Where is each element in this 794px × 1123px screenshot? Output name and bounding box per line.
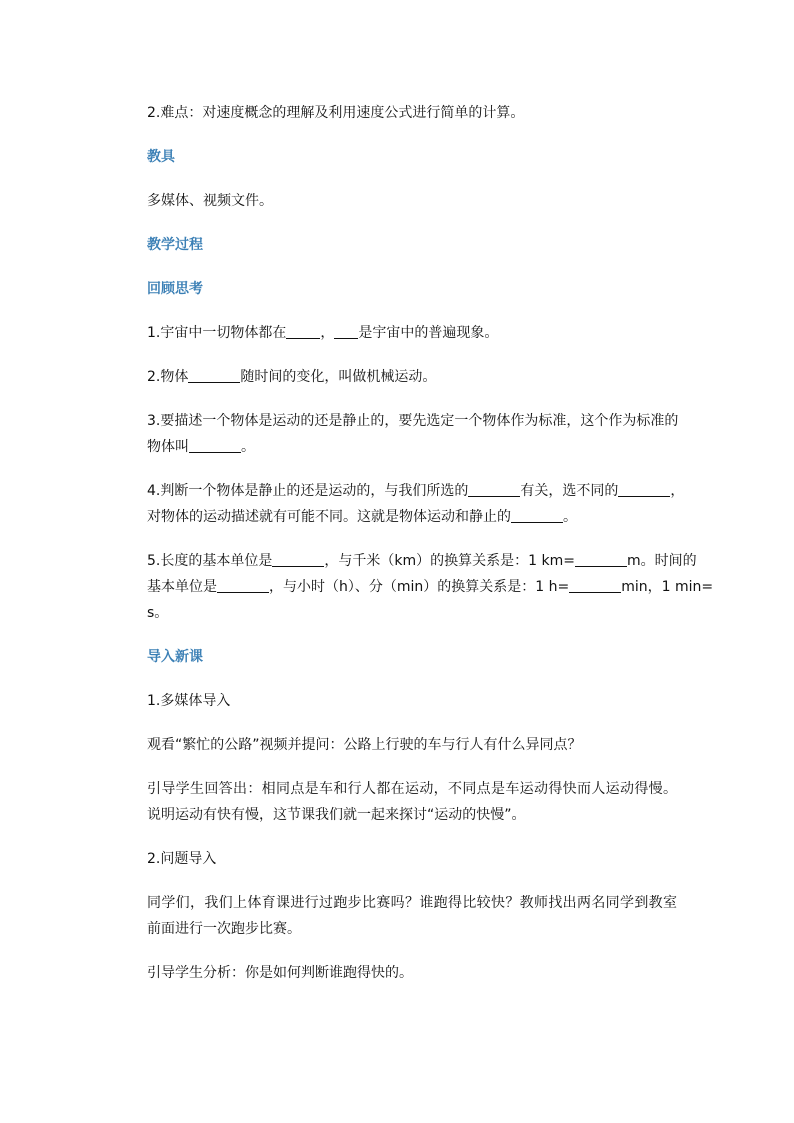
answer-blank [286,324,320,339]
answer-blank [272,552,324,567]
answer-blank [569,578,621,593]
review-question-4: 4.判断一个物体是静止的还是运动的，与我们所选的 有关，选不同的 ， 对物体的运动描述就有可能不同。这就是物体运动和静止的 。 [147,483,685,525]
review-question-2: 2.物体 随时间的变化，叫做机械运动。 [147,369,437,385]
answer-blank [217,578,269,593]
intro-2-paragraph-1: 同学们，我们上体育课进行过跑步比赛吗？谁跑得比较快？教师找出两名同学到教室前面进行一次跑步比赛。 [147,895,677,937]
review-question-5: 5.长度的基本单位是 ，与千米（km）的换算关系是：1 km= m。时间的 基本单位是 ，与小时（h）、分（min）的换算关系是：1 h= min，1 min= s。 [147,553,714,621]
intro-2-title: 2.问题导入 [147,851,217,867]
answer-blank [188,368,240,383]
difficulty-line: 2.难点：对速度概念的理解及利用速度公式进行简单的计算。 [147,105,525,121]
answer-blank [334,324,358,339]
intro-1-paragraph-2: 引导学生回答出：相同点是车和行人都在运动，不同点是车运动得快而人运动得慢。说明运动有快有慢，这节课我们就一起来探讨“运动的快慢”。 [147,781,677,823]
teaching-aids-text: 多媒体、视频文件。 [147,193,273,209]
answer-blank [468,482,520,497]
review-question-3: 3.要描述一个物体是运动的还是静止的，要先选定一个物体作为标准，这个作为标准的 物体叫 。 [147,413,679,455]
answer-blank [618,482,670,497]
heading-new-lesson-intro: 导入新课 [147,649,203,665]
intro-1-paragraph-1: 观看“繁忙的公路”视频并提问：公路上行驶的车与行人有什么异同点？ [147,737,582,753]
intro-2-paragraph-2: 引导学生分析：你是如何判断谁跑得快的。 [147,965,413,981]
answer-blank [575,552,627,567]
answer-blank [511,508,563,523]
intro-1-title: 1.多媒体导入 [147,693,231,709]
document-body [147,100,714,986]
heading-review: 回顾思考 [147,281,203,297]
review-question-1: 1.宇宙中一切物体都在 ， 是宇宙中的普遍现象。 [147,325,499,341]
heading-teaching-process: 教学过程 [147,237,203,253]
heading-teaching-aids: 教具 [147,149,175,165]
answer-blank [189,438,241,453]
